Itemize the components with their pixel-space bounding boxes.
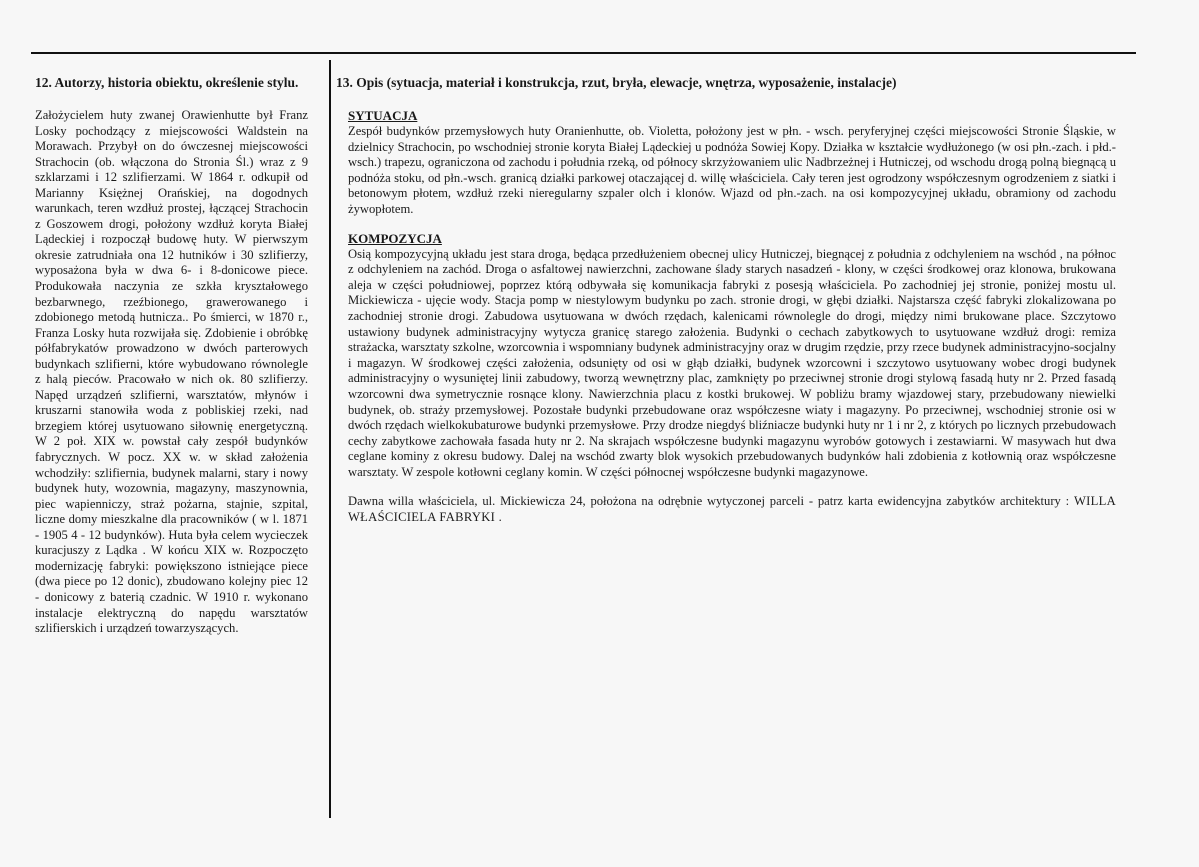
history-text: Założycielem huty zwanej Orawienhutte był Franz Losky pochodzący z miejscowości Waldstein na Morawach. Przybył on do ówczesnej miejscowości Strachocin (ob. włączona do Stronia Śl.) wraz z 9 szklarzami i 12 szlifierzami. W 1864 r. odkupił od Marianny Księżnej Orańskiej, na dogodnych warunkach, teren wzdłuż prostej, łączącej Strachocin z Goszowem drogi, położony wzdłuż koryta Białej Lądeckiej i rozpoczął budowę huty. W pierwszym okresie zatrudniała ona 12 hutników i 30 szlifierzy, wyposażona była w dwa 6- i 8-donicowe piece. Produkowała naczynia ze szkła kryształowego bezbarwnego, rzeźbionego, grawerowanego i zdobionego metodą hutnicza.. Po śmierci, w 1870 r., Franza Losky huta rozwijała się. Zdobienie i obróbkę półfabrykatów prowadzono w dwóch parterowych budynkach szlifierni, które wybudowano równolegle z halą pieców. Pracowało w nich ok. 80 szlifierzy. Napęd urządzeń szlifierni, warsztatów, młynów i kruszarni stanowiła woda z pobliskiej rzeki, nad brzegiem której usytuowano siłownię energetyczną. W 2 poł. XIX w. powstał cały zespół budynków fabrycznych. W pocz. XX w. w skład założenia wchodziły: szlifiernia, budynek malarni, stary i nowy budynek huty, wozownia, magazyny, maszynownia, piec wapienniczy, straż pożarna, stajnie, szpital, liczne domy mieszkalne dla pracowników ( w l. 1871 - 1905 4 - 12 budynków). Huta była celem wycieczek kuracjuszy z Lądka . W końcu XIX w. Rozpoczęto modernizację fabryki: powiększono istniejące piece (dwa piece po 12 donic), zbudowano kolejny piec 12 - donicowy z baterią czadnic. W 1910 r. wykonano instalacje elektryczną do napędu warsztatów szlifierskich i urządzeń towarzyszących. <box>35 108 308 636</box>
sytuacja-heading: SYTUACJA <box>348 108 418 123</box>
villa-card-name: WILLA WŁAŚCICIELA FABRYKI . <box>348 494 1116 525</box>
villa-reference-text: Dawna willa właściciela, ul. Mickiewicza 24, położona na odrębnie wytyczonej parceli - patrz karta ewidencyjna zabytków architektury : <box>348 494 1070 509</box>
kompozycja-text: Osią kompozycyjną układu jest stara droga, będąca przedłużeniem obecnej ulicy Hutniczej, biegnącej z południa z odchyleniem na wschód , na północ z odchyleniem na zachód. Droga o asfaltowej nawierzchni, zachowane ślady starych nasadzeń - klony, w części środkowej oraz klonowa, brukowana aleja w części południowej, poprzez którą odbywała się komunikacja fabryki z posesją właściciela. Po zachodniej jej stronie, poniżej mostu ul. Mickiewicza - ujęcie wody. Stacja pomp w niestylowym budynku po zach. stronie drogi, w głębi działki. Najstarsza część fabryki zlokalizowana po zachodniej stronie drogi. Zabudowa usytuowana w dwóch rzędach, kalenicami równolegle do drogi, między nimi brukowane place. Szczytowo ustawiony budynek administracyjny wytycza granicę starego założenia. Budynki o cechach zabytkowych to usytuowane wzdłuż drogi: remiza strażacka, warsztaty szkolne, wzorcownia i wspomniany budynek administracyjny oraz w drugim rzędzie, przy rzece budynek administracyjno-socjalny i magazyn. W środkowej części założenia, odsunięty od osi w głąb działki, budynek wzorcowni i szczytowo usytuowany wobec drogi budynek administracyjny o wysuniętej linii zabudowy, tworzą wewnętrzny plac, zamknięty po przeciwnej stronie drogi stylową fasadą huty nr 2. Przed fasadą wzorcowni dwa symetrycznie rosnące klony. Nawierzchnia placu z kostki brukowej. W pobliżu bramy wjazdowej stary, przebudowany niewielki budynek, ob. straży przemysłowej. Pozostałe budynki przebudowane oraz współczesne wiaty i magazyny. Po przeciwnej, wschodniej stronie osi w dwóch rzędach wielkokubaturowe budynki przemysłowe. Przy drodze niegdyś bliźniacze budynki huty nr 1 i nr 2, z których po licznych przebudowach cechy zabytkowe zachowała fasada huty nr 2. Na skrajach współczesne budynki magazynu wyrobów gotowych i zestawiarni. W masywach hut dwa ceglane kominy z okresu budowy. Dalej na wschód zwarty blok wysokich przebudowanych budynków hali zdobienia z kotłownią oraz współczesne warsztaty. W zespole kotłowni ceglany komin. W części północnej współczesne budynki magazynowe. <box>348 246 1116 479</box>
column-divider <box>329 60 331 818</box>
villa-reference <box>348 494 1116 525</box>
sytuacja-text: Zespół budynków przemysłowych huty Oranienhutte, ob. Violetta, położony jest w płn. - wsch. peryferyjnej części miejscowości Stronie Śląskie, w dzielnicy Strachocin, po wschodniej stronie koryta Białej Lądeckiej u podnóża Sowiej Kopy. Działka w kształcie wydłużonego (w osi płn.-zach. i płd.-wsch.) trapezu, ograniczona od zachodu i południa rzeką, od północy skrzyżowaniem ulic Nadbrzeżnej i Hutniczej, od wschodu drogą polną biegnącą u podnóża stoku, od płn.-wsch. granicą działki parkowej otaczającej d. willę właściciela. Cały teren jest ogrodzony współczesnym ogrodzeniem z siatki i betonowym płotem, wzdłuż rzeki nieregularny szpaler olch i klonów. Wjazd od płn.-zach. na osi kompozycyjnej układu, obramiony od zachodu żywopłotem. <box>348 124 1116 216</box>
kompozycja-heading: KOMPOZYCJA <box>348 230 442 246</box>
top-rule <box>31 52 1136 54</box>
description-column <box>348 107 1116 526</box>
section-13-heading: 13. Opis (sytuacja, materiał i konstrukcja, rzut, bryła, elewacje, wnętrza, wyposażenie, instalacje) <box>336 75 897 90</box>
section-12-heading: 12. Autorzy, historia obiektu, określenie stylu. <box>35 75 299 90</box>
